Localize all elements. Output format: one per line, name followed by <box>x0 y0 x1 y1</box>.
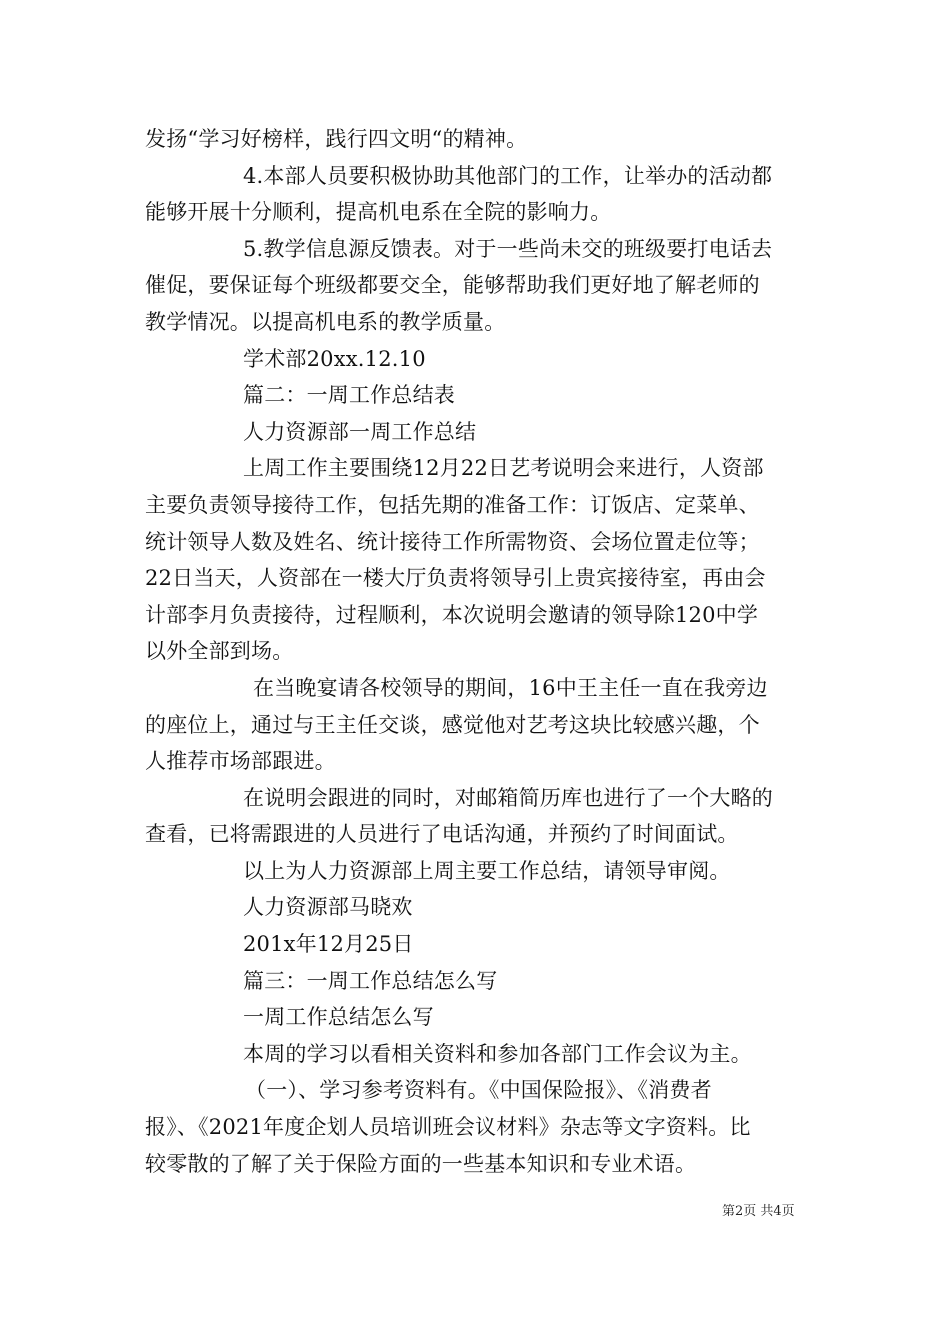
signature-line: 人力资源部马晓欢 <box>243 895 413 920</box>
text-line: 查看，已将需跟进的人员进行了电话沟通，并预约了时间面试。 <box>145 822 739 847</box>
section-title: 人力资源部一周工作总结 <box>243 419 477 444</box>
text-line: 22日当天，人资部在一楼大厅负责将领导引上贵宾接待室，再由会 <box>145 566 766 591</box>
text-line: 以上为人力资源部上周主要工作总结，请领导审阅。 <box>243 858 731 883</box>
text-line: 发扬“学习好榜样，践行四文明“的精神。 <box>145 127 528 151</box>
text-line: 计部李月负责接待，过程顺利，本次说明会邀请的领导除120中学 <box>145 602 759 627</box>
text-line: 报》、《2021年度企划人员培训班会议材料》杂志等文字资料。比 <box>145 1115 751 1140</box>
text-line: 催促，要保证每个班级都要交全，能够帮助我们更好地了解老师的 <box>145 273 760 298</box>
section-title: 一周工作总结怎么写 <box>243 1005 434 1030</box>
text-line: 能够开展十分顺利，提高机电系在全院的影响力。 <box>145 200 612 225</box>
section-heading: 篇二：一周工作总结表 <box>243 383 455 408</box>
text-line: 主要负责领导接待工作，包括先期的准备工作：订饭店、定菜单、 <box>145 492 760 517</box>
text-line: 人推荐市场部跟进。 <box>145 749 336 774</box>
text-line: 5.教学信息源反馈表。对于一些尚未交的班级要打电话去 <box>243 236 773 261</box>
text-line: 本周的学习以看相关资料和参加各部门工作会议为主。 <box>243 1041 752 1066</box>
text-line: 统计领导人数及姓名、统计接待工作所需物资、会场位置走位等； <box>145 529 760 554</box>
text-line: 的座位上，通过与王主任交谈，感觉他对艺考这块比较感兴趣，个 <box>145 712 760 737</box>
date-line: 201x年12月25日 <box>243 932 414 957</box>
text-line: 4.本部人员要积极协助其他部门的工作，让举办的活动都 <box>243 163 773 188</box>
section-heading: 篇三：一周工作总结怎么写 <box>243 968 498 993</box>
text-line: 较零散的了解了关于保险方面的一些基本知识和专业术语。 <box>145 1151 697 1176</box>
text-line: 以外全部到场。 <box>145 639 294 664</box>
text-line: 学术部20xx.12.10 <box>243 346 426 371</box>
text-line: 上周工作主要围绕12月22日艺考说明会来进行，人资部 <box>243 456 764 481</box>
text-line: 在当晚宴请各校领导的期间，16中王主任一直在我旁边 <box>253 675 768 700</box>
text-line: 在说明会跟进的同时，对邮箱简历库也进行了一个大略的 <box>243 785 773 810</box>
page-number-footer: 第2页 共4页 <box>722 1204 795 1219</box>
document-body <box>145 121 805 1182</box>
text-line: （一）、学习参考资料有。《中国保险报》、《消费者 <box>245 1078 712 1103</box>
text-line: 教学情况。以提高机电系的教学质量。 <box>145 309 506 334</box>
